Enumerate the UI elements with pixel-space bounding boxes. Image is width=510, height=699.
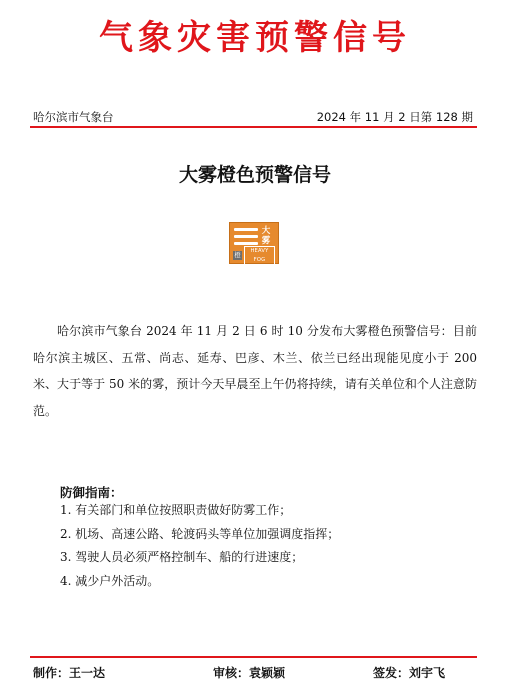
- issue-meta: [33, 110, 473, 124]
- guide-item: 3. 驾驶人员必须严格控制车、船的行进速度；: [60, 550, 304, 564]
- badge-english-label: HEAVY FOG: [244, 246, 275, 266]
- masthead-title: 气象灾害预警信号: [99, 18, 411, 58]
- author-credit: 制作：王一达: [33, 666, 106, 680]
- warning-body: [33, 318, 477, 424]
- badge-footer: [233, 247, 275, 263]
- guide-item: 4. 减少户外活动。: [60, 573, 160, 588]
- defense-guide-list: [60, 499, 339, 593]
- footer-divider: [30, 656, 477, 658]
- badge-level-char: 橙: [234, 251, 241, 259]
- guide-item: 1. 有关部门和单位按照职责做好防雾工作；: [60, 503, 292, 517]
- reviewer-credit: 审核：袁颖颖: [213, 666, 286, 680]
- heavy-fog-orange-warning-icon: [229, 222, 279, 264]
- issuer-name: 哈尔滨市气象台: [33, 110, 114, 124]
- header-divider: [30, 126, 477, 128]
- badge-char: 大雾: [261, 226, 271, 246]
- defense-guide-title: 防御指南：: [60, 485, 123, 500]
- guide-item: 2. 机场、高速公路、轮渡码头等单位加强调度指挥；: [60, 526, 340, 541]
- signer-credit: 签发：刘宇飞: [373, 666, 446, 680]
- issue-number: 2024 年 11 月 2 日第 128 期: [316, 110, 473, 124]
- warning-title: 大雾橙色预警信号: [178, 164, 331, 186]
- warning-paragraph: 哈尔滨市气象台 2024 年 11 月 2 日 6 时 10 分发布大雾橙色预警信号：目前哈尔滨主城区、五常、尚志、延寿、巴彦、木兰、依兰已经出现能见度小于 200 米、大于等于 50 米的雾，预计今天早晨至上午仍将持续，请有关单位和个人注意防范。: [33, 324, 477, 418]
